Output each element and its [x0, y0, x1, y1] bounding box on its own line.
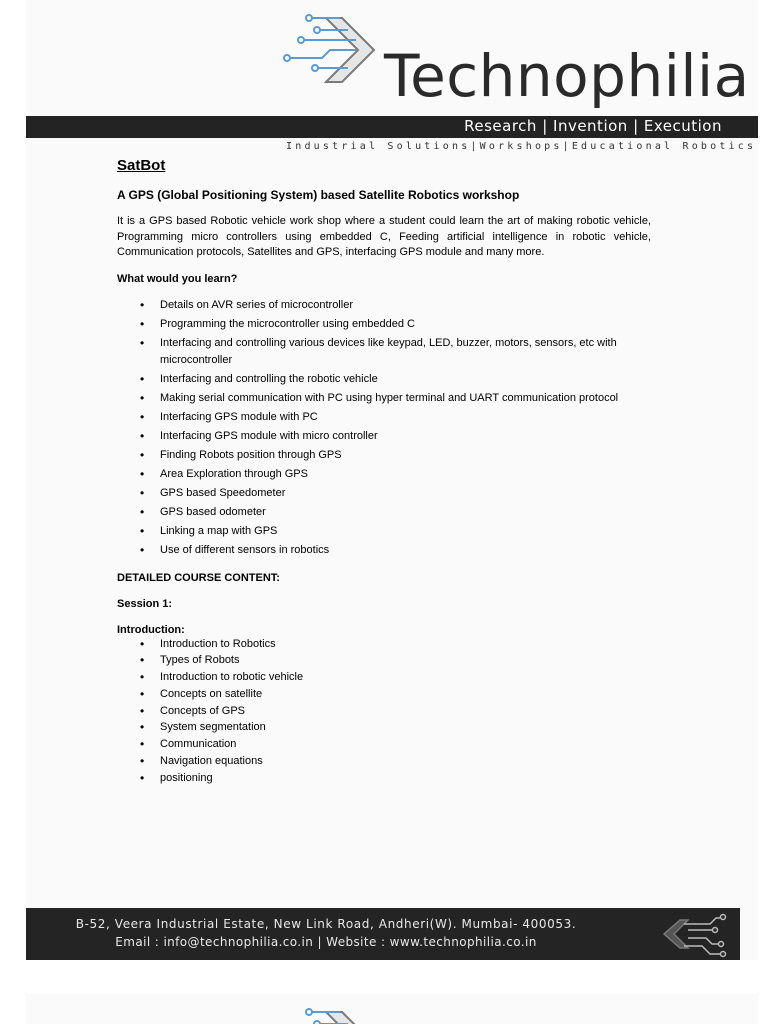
- session-heading: Session 1:: [117, 597, 173, 610]
- list-item: • Details on AVR series of microcontroller: [117, 297, 651, 315]
- introduction-list: [117, 636, 651, 787]
- learn-heading: What would you learn?: [117, 272, 238, 285]
- list-item: • Interfacing and controlling the robotic vehicle: [117, 371, 651, 389]
- list-item: • Making serial communication with PC using hyper terminal and UART communication protocol: [117, 390, 651, 408]
- list-item: • Introduction to Robotics: [117, 636, 651, 653]
- list-item: • Programming the microcontroller using embedded C: [117, 316, 651, 334]
- list-item: • Introduction to robotic vehicle: [117, 669, 651, 686]
- document-subtitle: A GPS (Global Positioning System) based Satellite Robotics workshop: [117, 188, 520, 202]
- circuit-icon: [654, 910, 734, 958]
- list-item: • Area Exploration through GPS: [117, 466, 651, 484]
- list-item: • Linking a map with GPS: [117, 523, 651, 541]
- introduction-heading: Introduction:: [117, 623, 185, 636]
- next-page: [26, 994, 758, 1024]
- brand-name: Technophilia: [384, 42, 750, 110]
- list-item: • Navigation equations: [117, 753, 651, 770]
- list-item: • System segmentation: [117, 719, 651, 736]
- learn-list: [117, 297, 651, 560]
- list-item: • Interfacing GPS module with micro controller: [117, 428, 651, 446]
- sub-tagline: Industrial Solutions|Workshops|Educational Robotics: [286, 141, 757, 152]
- list-item: • Use of different sensors in robotics: [117, 542, 651, 560]
- list-item: • GPS based Speedometer: [117, 485, 651, 503]
- list-item: • GPS based odometer: [117, 504, 651, 522]
- list-item: • Concepts on satellite: [117, 686, 651, 703]
- list-item: • Finding Robots position through GPS: [117, 447, 651, 465]
- footer-bar: [26, 908, 740, 960]
- tagline: Research | Invention | Execution: [464, 117, 722, 135]
- document-content: [117, 157, 651, 787]
- tagline-banner: [26, 116, 758, 138]
- document-title: SatBot: [117, 157, 166, 174]
- list-item: • Types of Robots: [117, 652, 651, 669]
- circuit-arrow-icon: [282, 1004, 402, 1024]
- list-item: • positioning: [117, 770, 651, 787]
- list-item: • Communication: [117, 736, 651, 753]
- course-heading: DETAILED COURSE CONTENT:: [117, 571, 280, 584]
- list-item: • Concepts of GPS: [117, 703, 651, 720]
- list-item: • Interfacing GPS module with PC: [117, 409, 651, 427]
- list-item: • Interfacing and controlling various devices like keypad, LED, buzzer, motors, sensors, etc with microcontroller: [117, 335, 651, 370]
- intro-paragraph: It is a GPS based Robotic vehicle work shop where a student could learn the art of making robotic vehicle, Programming micro controllers using embedded C, Feeding artificial intelligence in robotic vehicle, Communication protocols, Satellites and GPS, interfacing GPS module and many more.: [117, 215, 651, 258]
- footer-address: B-52, Veera Industrial Estate, New Link Road, Andheri(W). Mumbai- 400053.: [75, 917, 577, 931]
- footer-contact: Email : info@technophilia.co.in | Website : www.technophilia.co.in: [115, 935, 537, 949]
